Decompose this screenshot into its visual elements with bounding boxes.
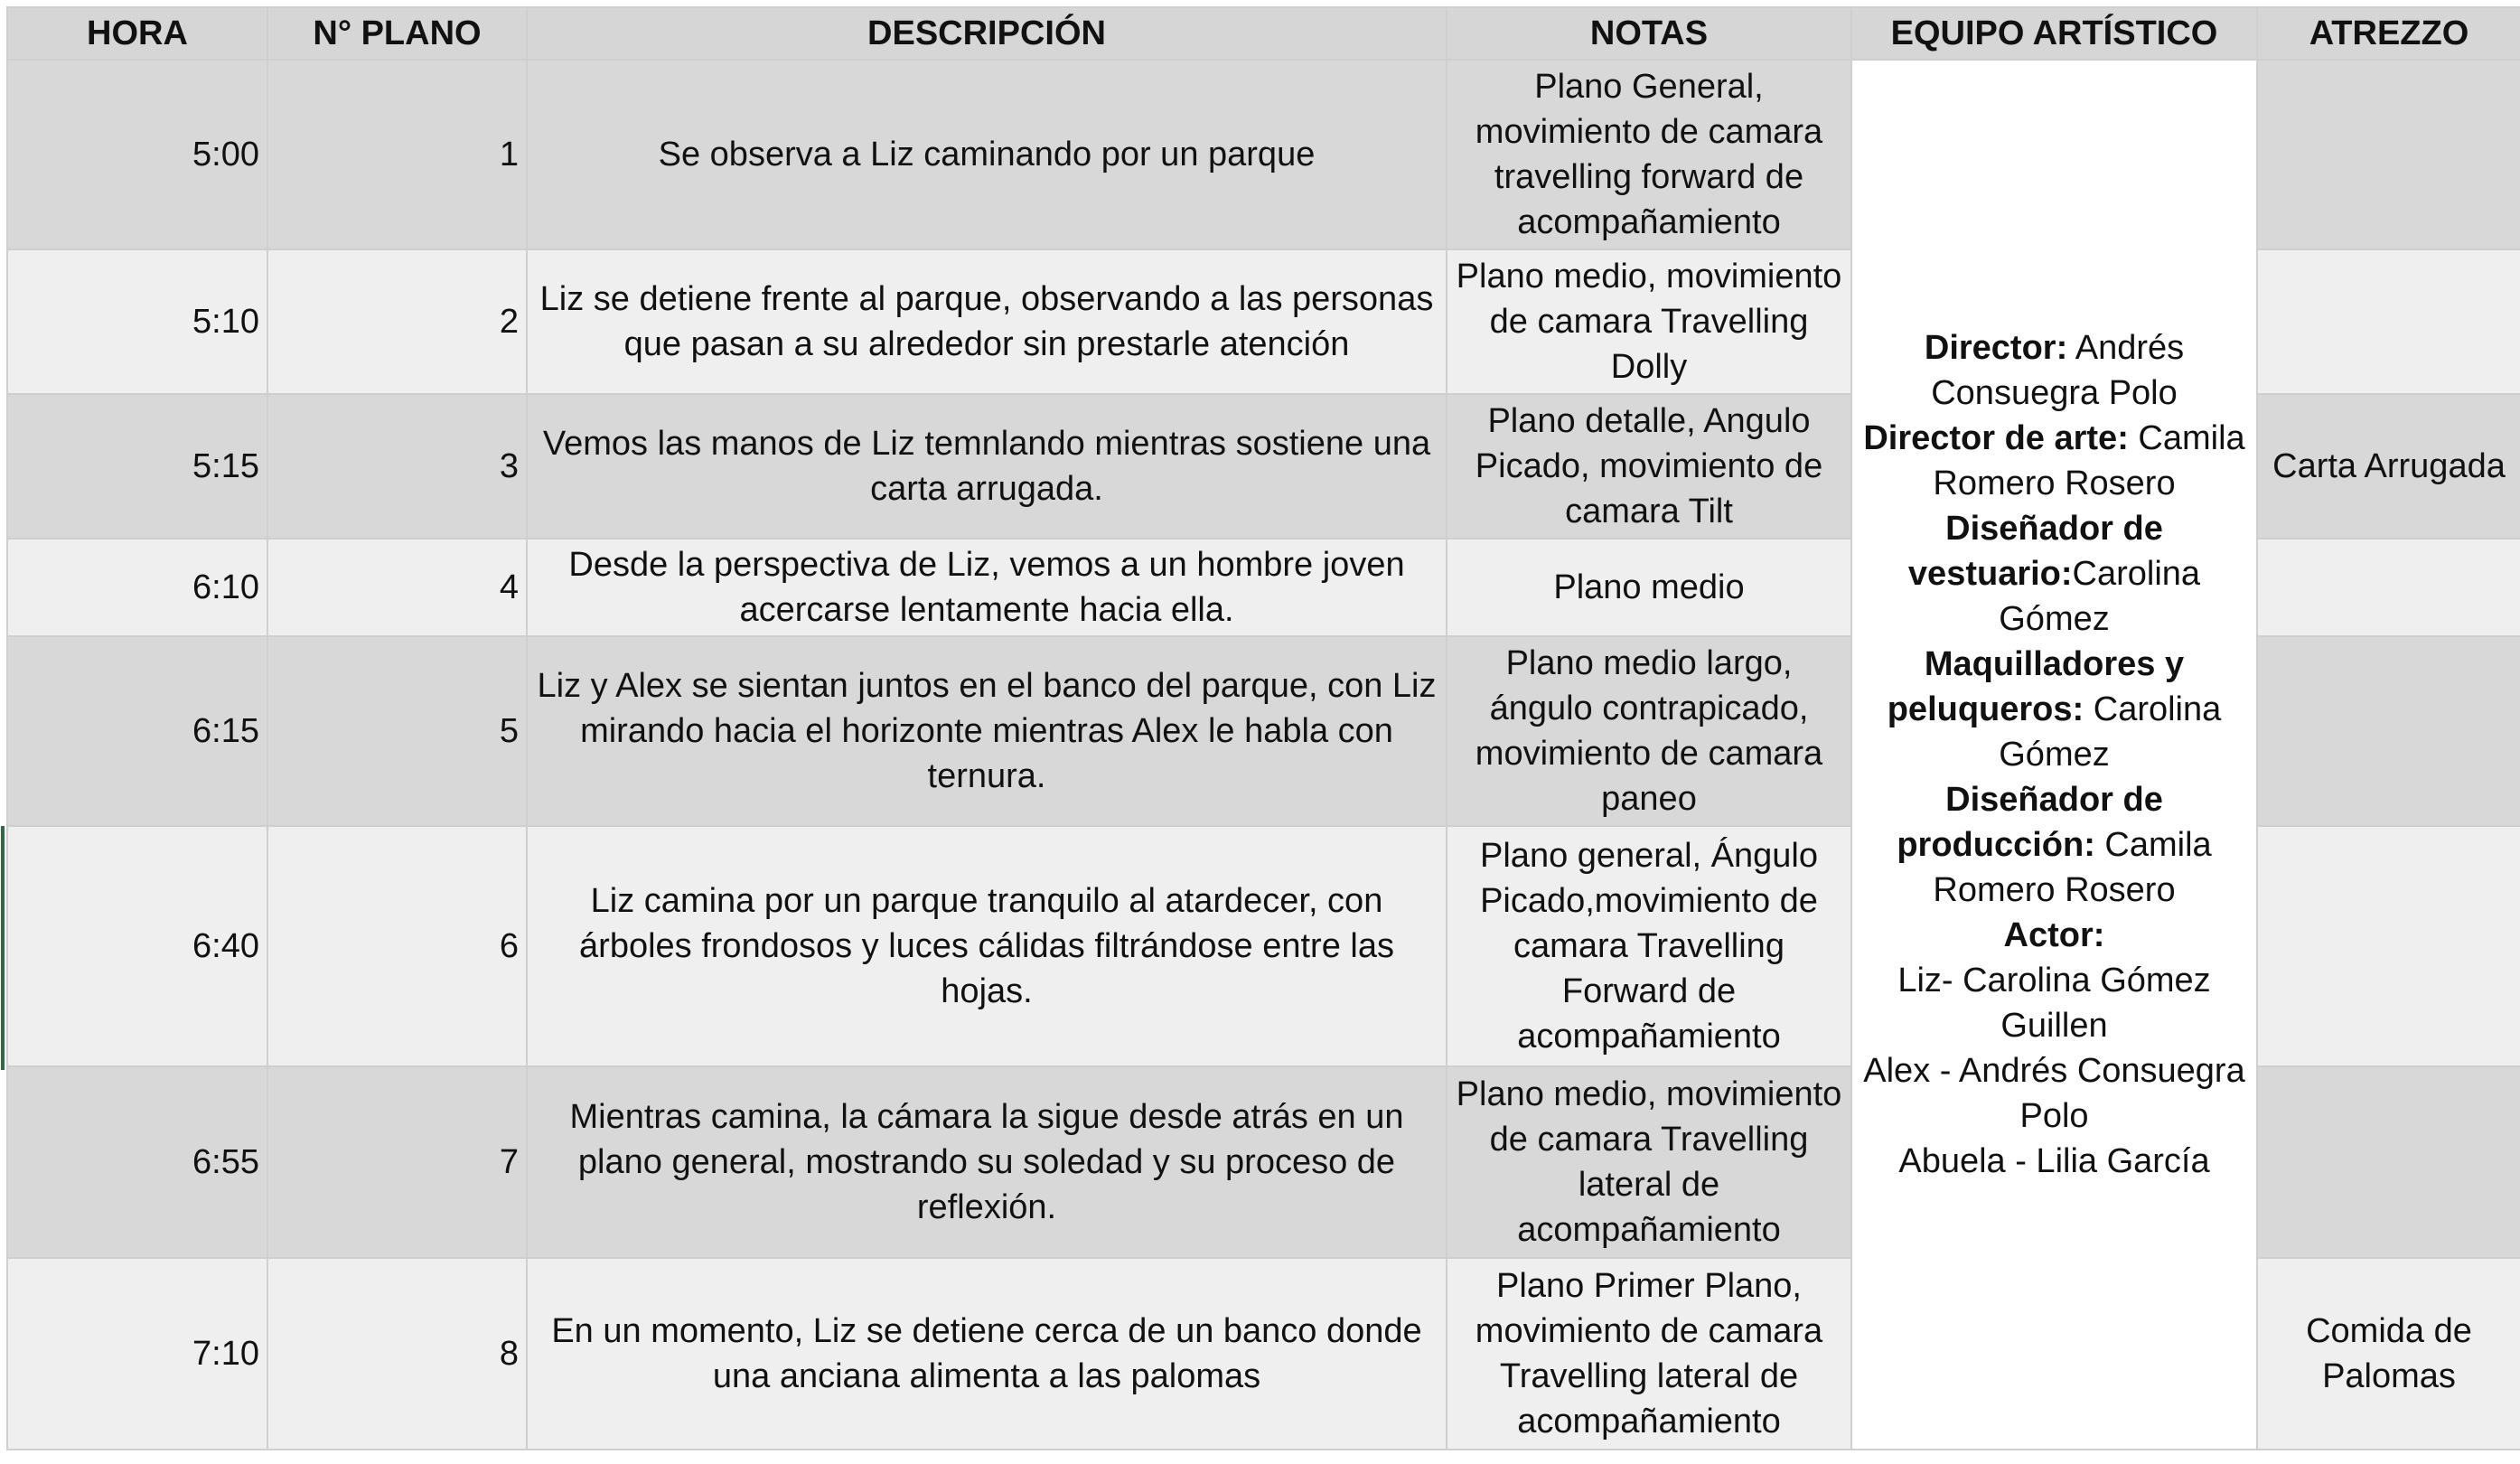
cell-hora[interactable]: 6:15 — [7, 636, 267, 826]
cell-hora[interactable]: 6:40 — [7, 826, 267, 1066]
crew-costume-label: Diseñador de vestuario: — [1907, 510, 2163, 593]
cell-plano[interactable]: 8 — [267, 1258, 527, 1450]
col-header-equipo-artistico[interactable]: EQUIPO ARTÍSTICO — [1851, 7, 2257, 60]
cell-descripcion[interactable]: Desde la perspectiva de Liz, vemos a un hombre joven acercarse lentamente hacia ella. — [527, 539, 1447, 636]
crew-makeup — [1860, 642, 2249, 777]
cell-hora[interactable]: 5:00 — [7, 60, 267, 249]
shot-list-table — [6, 6, 2520, 1450]
cell-atrezzo[interactable] — [2257, 539, 2520, 636]
col-header-hora[interactable]: HORA — [7, 7, 267, 60]
cell-plano[interactable]: 5 — [267, 636, 527, 826]
crew-production — [1860, 777, 2249, 913]
cell-equipo-artistico[interactable] — [1851, 60, 2257, 1450]
crew-costume-value: Carolina Gómez — [1999, 555, 2201, 638]
cell-notas[interactable]: Plano medio — [1447, 539, 1851, 636]
table-row — [7, 60, 2520, 249]
crew-actor-label: Actor: — [2003, 916, 2105, 954]
crew-actor-1: Liz- Carolina Gómez Guillen — [1897, 962, 2211, 1045]
cell-atrezzo[interactable] — [2257, 826, 2520, 1066]
crew-director-value: Andrés Consuegra Polo — [1931, 329, 2185, 412]
cell-plano[interactable]: 4 — [267, 539, 527, 636]
crew-actor-3: Abuela - Lilia García — [1898, 1142, 2210, 1180]
col-header-plano[interactable]: N° PLANO — [267, 7, 527, 60]
col-header-descripcion[interactable]: DESCRIPCIÓN — [527, 7, 1447, 60]
cell-descripcion[interactable]: Liz camina por un parque tranquilo al atardecer, con árboles frondosos y luces cálidas filtrándose entre las hojas. — [527, 826, 1447, 1066]
crew-art-label: Director de arte: — [1863, 419, 2129, 457]
cell-notas[interactable]: Plano medio, movimiento de camara Travelling lateral de acompañamiento — [1447, 1066, 1851, 1258]
cell-hora[interactable]: 7:10 — [7, 1258, 267, 1450]
crew-director — [1860, 325, 2249, 416]
cell-notas[interactable]: Plano detalle, Angulo Picado, movimiento de camara Tilt — [1447, 394, 1851, 539]
cell-plano[interactable]: 1 — [267, 60, 527, 249]
col-header-atrezzo[interactable]: ATREZZO — [2257, 7, 2520, 60]
cell-notas[interactable]: Plano Primer Plano, movimiento de camara Travelling lateral de acompañamiento — [1447, 1258, 1851, 1450]
cell-atrezzo[interactable] — [2257, 1066, 2520, 1258]
col-header-notas[interactable]: NOTAS — [1447, 7, 1851, 60]
crew-art-value: Camila Romero Rosero — [1933, 419, 2245, 502]
cell-atrezzo[interactable] — [2257, 249, 2520, 394]
cell-plano[interactable]: 7 — [267, 1066, 527, 1258]
cell-plano[interactable]: 3 — [267, 394, 527, 539]
row-selection-marker — [1, 826, 5, 1070]
cell-hora[interactable]: 6:10 — [7, 539, 267, 636]
cell-atrezzo[interactable] — [2257, 636, 2520, 826]
cell-notas[interactable]: Plano General, movimiento de camara travelling forward de acompañamiento — [1447, 60, 1851, 249]
crew-actor-2: Alex - Andrés Consuegra Polo — [1863, 1052, 2245, 1135]
crew-director-label: Director: — [1924, 329, 2068, 367]
cell-descripcion[interactable]: En un momento, Liz se detiene cerca de un banco donde una anciana alimenta a las palomas — [527, 1258, 1447, 1450]
cell-notas[interactable]: Plano medio, movimiento de camara Travelling Dolly — [1447, 249, 1851, 394]
crew-makeup-label: Maquilladores y peluqueros: — [1887, 645, 2185, 728]
cell-atrezzo[interactable] — [2257, 60, 2520, 249]
crew-production-value: Camila Romero Rosero — [1933, 826, 2212, 909]
cell-plano[interactable]: 6 — [267, 826, 527, 1066]
cell-plano[interactable]: 2 — [267, 249, 527, 394]
cell-hora[interactable]: 6:55 — [7, 1066, 267, 1258]
cell-hora[interactable]: 5:10 — [7, 249, 267, 394]
crew-production-label: Diseñador de producción: — [1897, 781, 2163, 864]
cell-notas[interactable]: Plano general, Ángulo Picado,movimiento de camara Travelling Forward de acompañamiento — [1447, 826, 1851, 1066]
cell-atrezzo[interactable]: Carta Arrugada — [2257, 394, 2520, 539]
cell-atrezzo[interactable]: Comida de Palomas — [2257, 1258, 2520, 1450]
crew-costume — [1860, 506, 2249, 642]
crew-makeup-value: Carolina Gómez — [1999, 690, 2222, 774]
cell-descripcion[interactable]: Vemos las manos de Liz temnlando mientras sostiene una carta arrugada. — [527, 394, 1447, 539]
cell-descripcion[interactable]: Liz y Alex se sientan juntos en el banco del parque, con Liz mirando hacia el horizonte mientras Alex le habla con ternura. — [527, 636, 1447, 826]
crew-art-director — [1860, 416, 2249, 506]
header-row — [7, 7, 2520, 60]
cell-hora[interactable]: 5:15 — [7, 394, 267, 539]
cell-descripcion[interactable]: Mientras camina, la cámara la sigue desde atrás en un plano general, mostrando su soledad y su proceso de reflexión. — [527, 1066, 1447, 1258]
cell-descripcion[interactable]: Se observa a Liz caminando por un parque — [527, 60, 1447, 249]
cell-notas[interactable]: Plano medio largo, ángulo contrapicado, movimiento de camara paneo — [1447, 636, 1851, 826]
cell-descripcion[interactable]: Liz se detiene frente al parque, observando a las personas que pasan a su alrededor sin prestarle atención — [527, 249, 1447, 394]
